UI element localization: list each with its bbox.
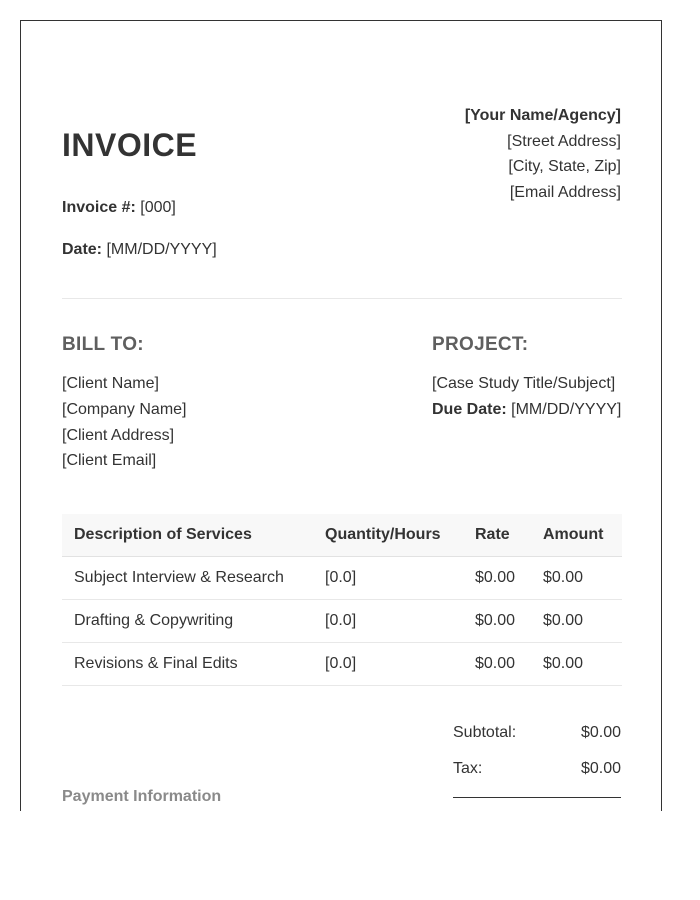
client-email: [Client Email] xyxy=(62,452,157,470)
row-amount: $0.00 xyxy=(531,600,622,643)
bill-to-heading: BILL TO: xyxy=(62,334,144,355)
row-description: Subject Interview & Research xyxy=(62,557,313,600)
project-block xyxy=(432,371,621,423)
invoice-sheet xyxy=(20,20,662,811)
header-amount: Amount xyxy=(531,514,622,557)
payment-info-heading: Payment Information xyxy=(62,788,222,805)
services-table xyxy=(62,514,622,686)
table-row xyxy=(62,643,622,686)
project-title: [Case Study Title/Subject] xyxy=(432,375,616,392)
header-description: Description of Services xyxy=(62,514,313,557)
due-date xyxy=(432,397,621,423)
row-quantity: [0.0] xyxy=(313,600,463,643)
sender-name: [Your Name/Agency] xyxy=(464,107,621,124)
subtotal-value: $0.00 xyxy=(580,724,621,741)
tax-value: $0.00 xyxy=(580,760,621,777)
company-name: [Company Name] xyxy=(62,400,187,418)
table-row xyxy=(62,600,622,643)
sender-city: [City, State, Zip] xyxy=(508,158,621,175)
row-description: Revisions & Final Edits xyxy=(62,643,313,686)
sender-block xyxy=(465,103,621,205)
client-address: [Client Address] xyxy=(62,426,175,444)
row-amount: $0.00 xyxy=(531,643,622,686)
row-rate: $0.00 xyxy=(463,643,531,686)
invoice-number-label: Invoice #: xyxy=(62,199,136,216)
due-date-value: [MM/DD/YYYY] xyxy=(511,400,622,418)
invoice-number xyxy=(62,199,176,217)
sender-email: [Email Address] xyxy=(509,183,621,201)
due-date-label: Due Date: xyxy=(432,400,507,418)
row-description: Drafting & Copywriting xyxy=(62,600,313,643)
invoice-number-value: [000] xyxy=(140,199,176,216)
row-quantity: [0.0] xyxy=(313,643,463,686)
invoice-date xyxy=(62,241,217,259)
client-name: [Client Name] xyxy=(62,375,159,392)
invoice-title: INVOICE xyxy=(62,127,198,163)
row-rate: $0.00 xyxy=(463,557,531,600)
project-heading: PROJECT: xyxy=(432,334,529,355)
header-quantity: Quantity/Hours xyxy=(313,514,463,557)
row-amount: $0.00 xyxy=(531,557,622,600)
table-row xyxy=(62,557,622,600)
subtotal-label: Subtotal: xyxy=(453,724,517,741)
invoice-date-value: [MM/DD/YYYY] xyxy=(106,241,217,258)
tax-label: Tax: xyxy=(453,760,483,777)
header-rate: Rate xyxy=(463,514,531,557)
header-divider xyxy=(62,298,622,299)
row-rate: $0.00 xyxy=(463,600,531,643)
totals-divider xyxy=(453,797,621,798)
table-header-row xyxy=(62,514,622,557)
sender-street: [Street Address] xyxy=(507,132,621,150)
invoice-date-label: Date: xyxy=(62,241,103,258)
bill-to-block xyxy=(62,371,187,474)
row-quantity: [0.0] xyxy=(313,557,463,600)
